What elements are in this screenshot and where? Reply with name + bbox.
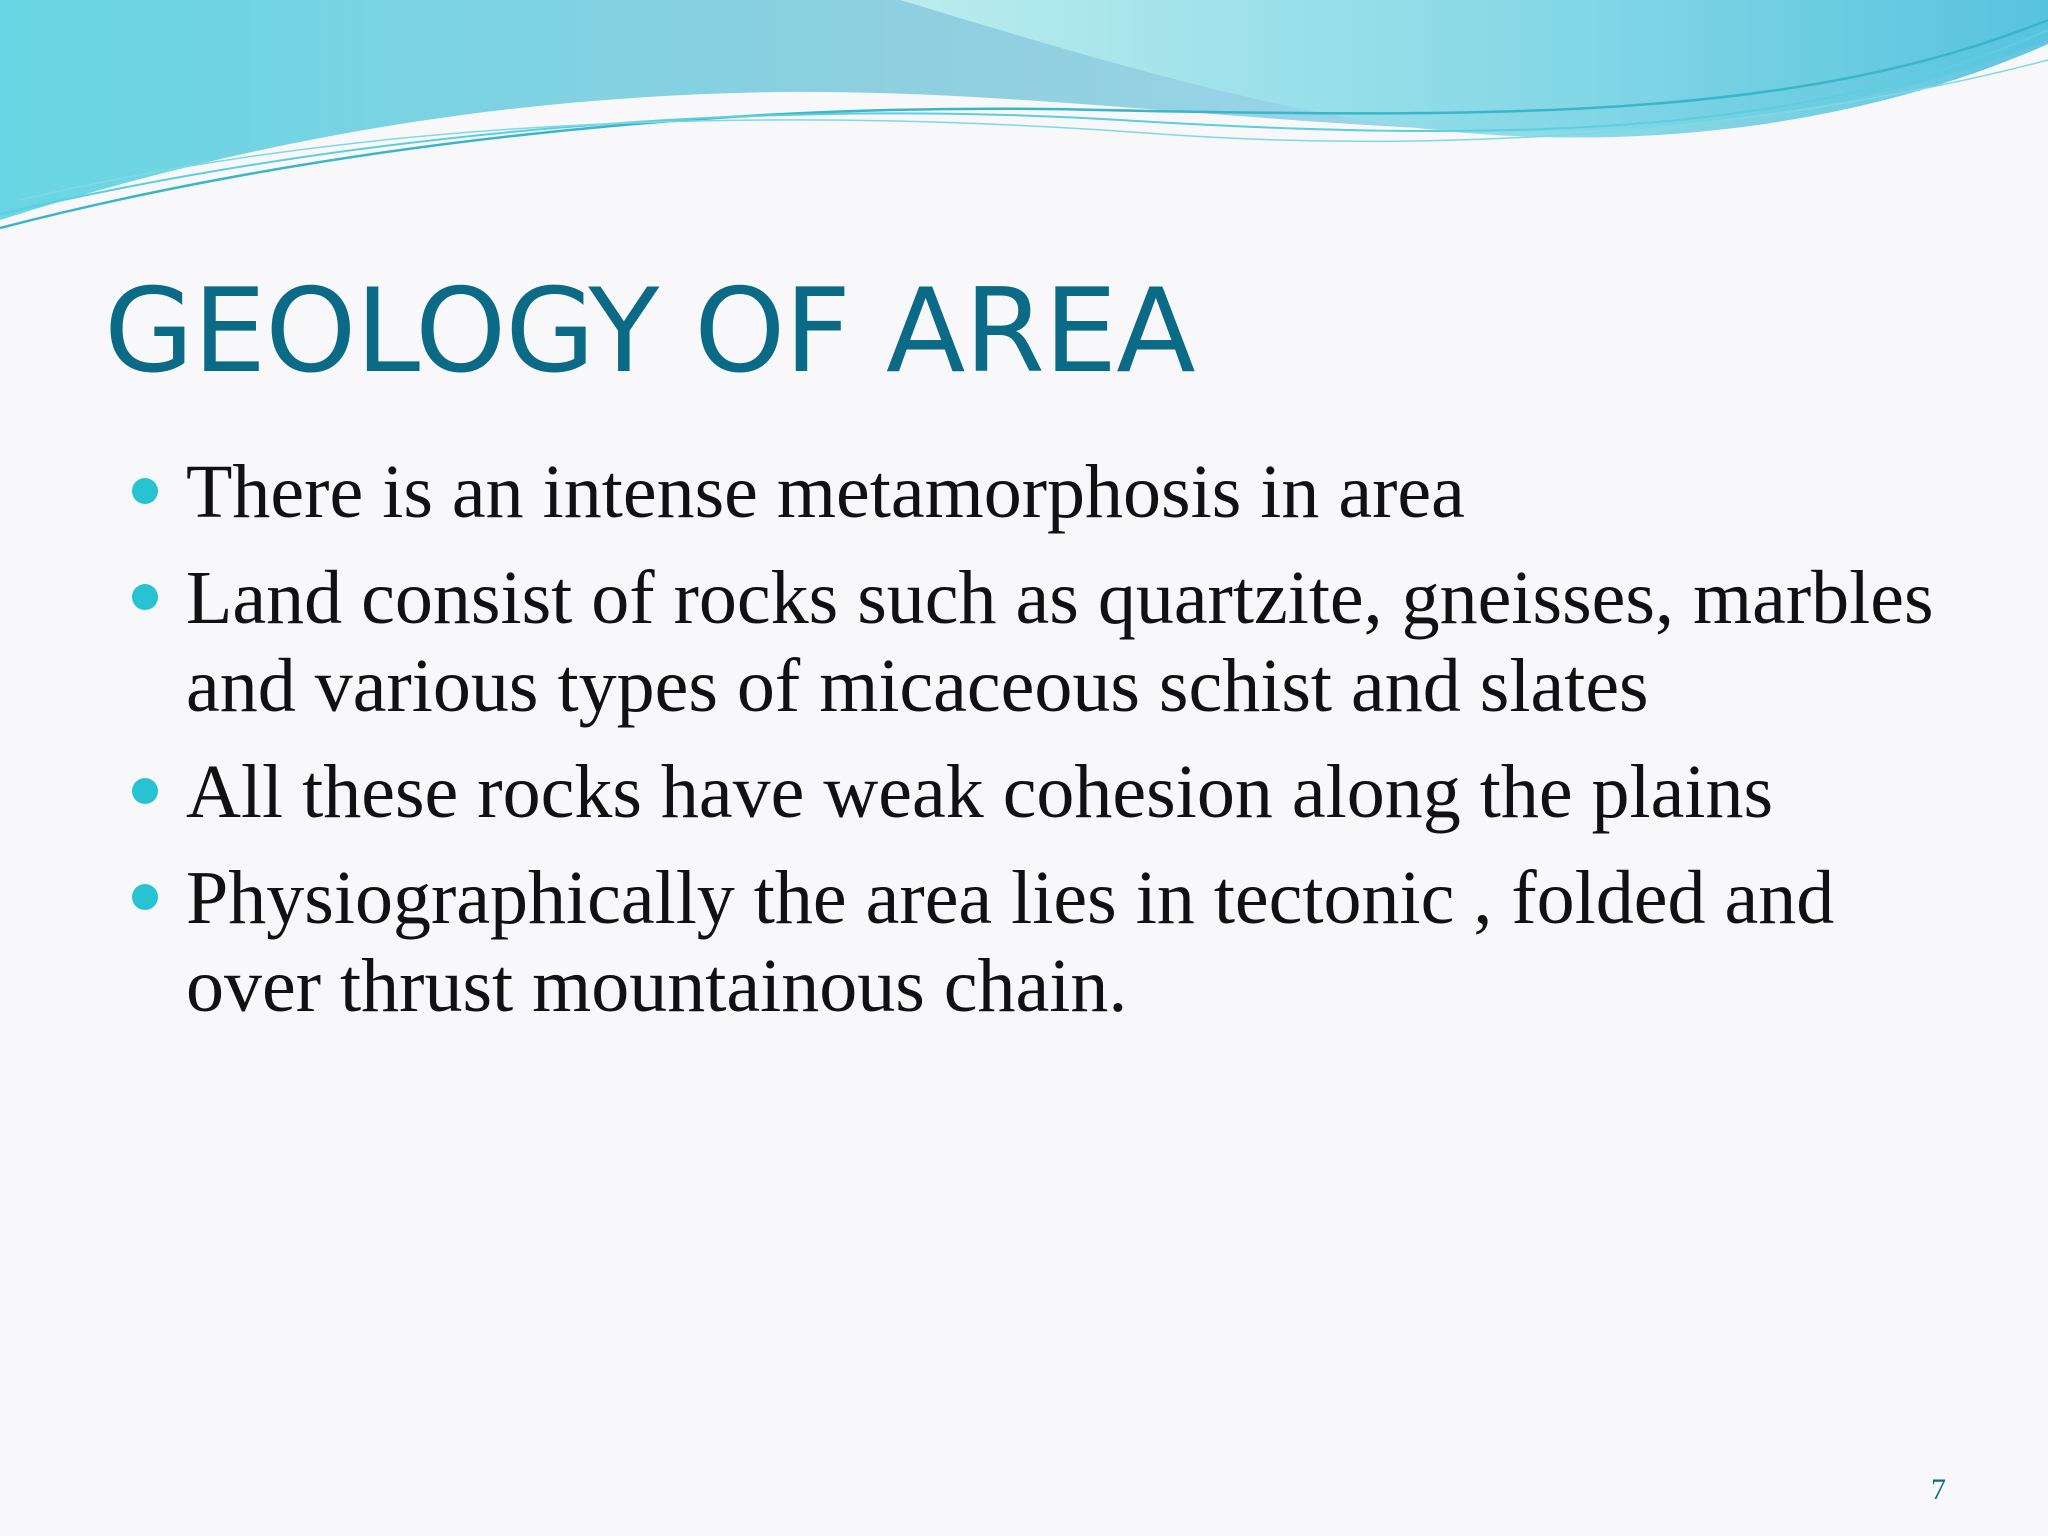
page-number: 7 [1931, 1473, 1946, 1506]
bullet-dot-icon [132, 778, 158, 804]
bullet-dot-icon [132, 478, 158, 504]
bullet-text: Physiographically the area lies in tectonic , folded and over thrust mountainous chain. [186, 856, 1835, 1028]
bullet-list [128, 448, 1988, 1048]
header-wave-decoration [0, 0, 2048, 240]
bullet-item [128, 448, 1988, 536]
bullet-dot-icon [132, 584, 158, 610]
bullet-text: All these rocks have weak cohesion along the plains [186, 750, 1774, 834]
bullet-item [128, 854, 1988, 1030]
slide-title: GEOLOGY OF AREA [104, 264, 1195, 399]
bullet-text: Land consist of rocks such as quartzite, gneisses, marbles and various types of micaceous schist and slates [186, 556, 1934, 728]
bullet-text: There is an intense metamorphosis in area [186, 450, 1465, 534]
bullet-item [128, 554, 1988, 730]
bullet-dot-icon [132, 884, 158, 910]
bullet-item [128, 748, 1988, 836]
